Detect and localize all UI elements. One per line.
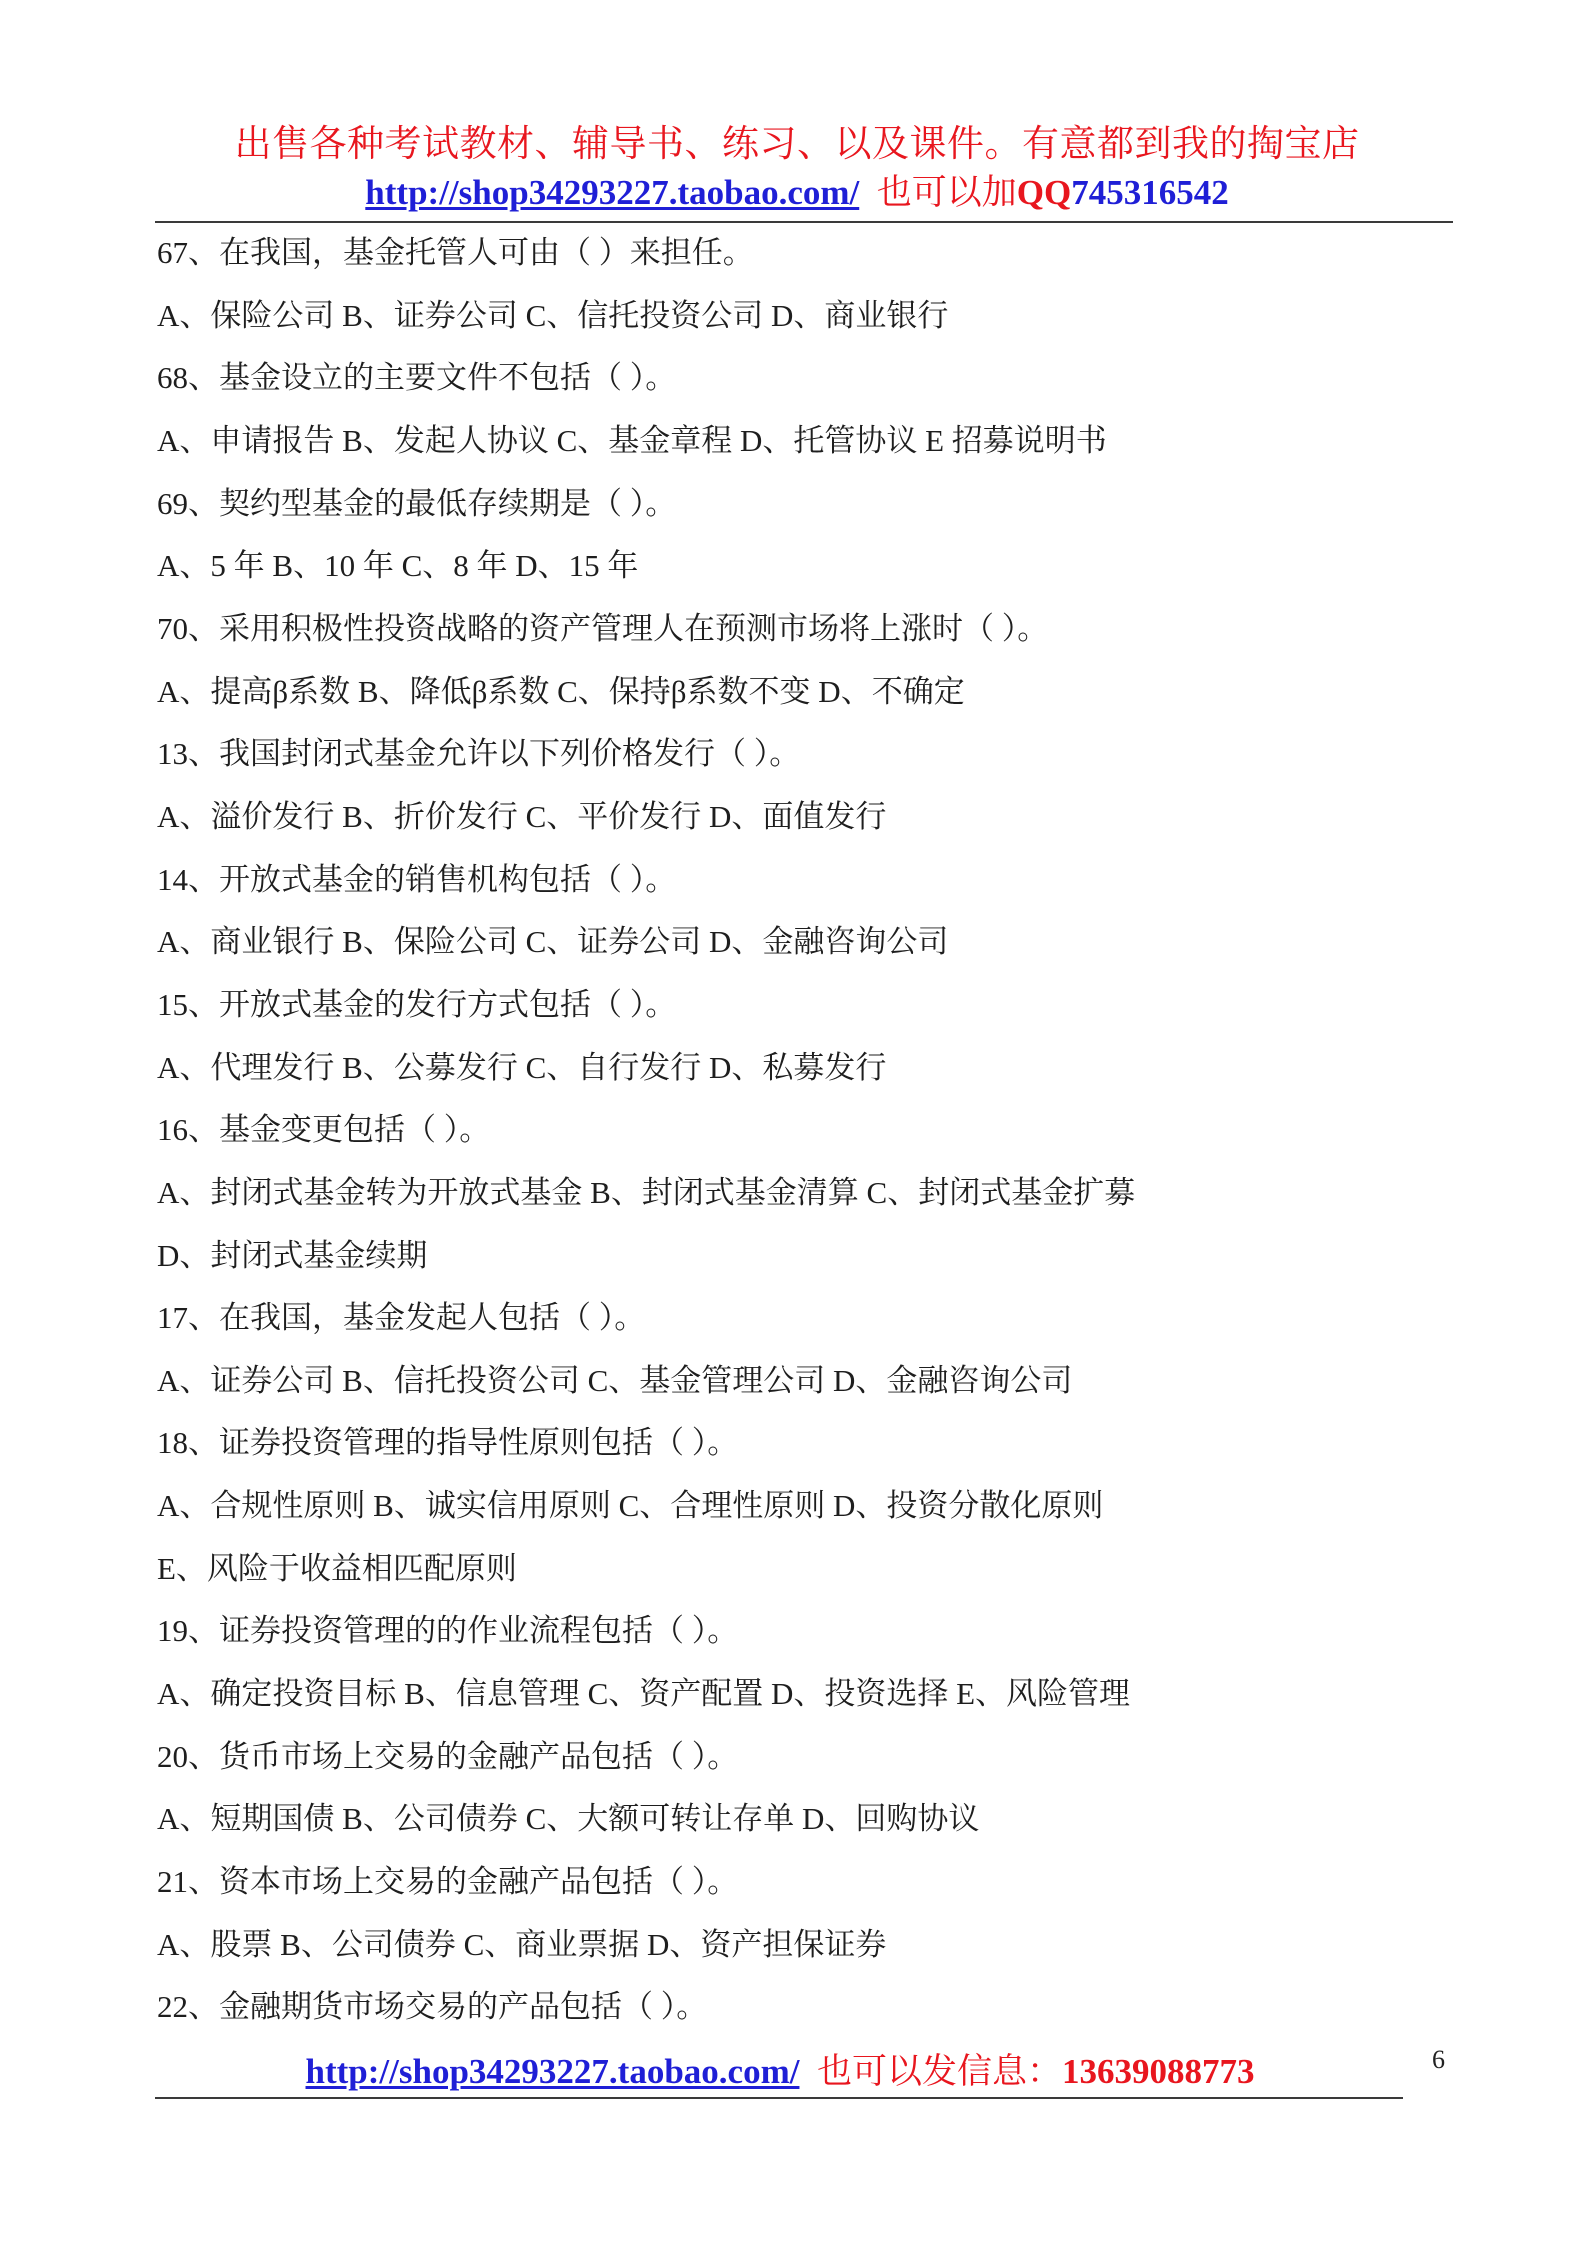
answer-options: A、代理发行 B、公募发行 C、自行发行 D、私募发行 [157, 1049, 887, 1085]
header-mid-text: 也可以加 [876, 173, 1017, 212]
answer-options: A、5 年 B、10 年 C、8 年 D、15 年 [157, 548, 639, 584]
header-ad-text: 出售各种考试教材、辅导书、练习、以及课件。有意都到我的掏宝店 [234, 124, 1360, 165]
question-text: 17、在我国，基金发起人包括（ ）。 [157, 1300, 646, 1336]
answer-options: A、封闭式基金转为开放式基金 B、封闭式基金清算 C、封闭式基金扩募 [157, 1174, 1136, 1210]
footer-shop-link[interactable]: http://shop34293227.taobao.com/ [305, 2052, 800, 2091]
answer-options: A、股票 B、公司债券 C、商业票据 D、资产担保证券 [157, 1926, 887, 1962]
footer-phone: 13639088773 [1061, 2052, 1255, 2091]
question-text: 68、基金设立的主要文件不包括（ ）。 [157, 360, 677, 396]
question-text: 20、货币市场上交易的金融产品包括（ ）。 [157, 1738, 739, 1774]
answer-options: A、溢价发行 B、折价发行 C、平价发行 D、面值发行 [157, 798, 887, 834]
answer-options-continued: E、风险于收益相匹配原则 [157, 1550, 517, 1586]
question-text: 22、金融期货市场交易的产品包括（ ）。 [157, 1989, 708, 2025]
question-text: 14、开放式基金的销售机构包括（ ）。 [157, 861, 677, 897]
answer-options-continued: D、封闭式基金续期 [157, 1237, 428, 1273]
header-shop-link[interactable]: http://shop34293227.taobao.com/ [365, 173, 860, 212]
answer-options: A、商业银行 B、保险公司 C、证券公司 D、金融咨询公司 [157, 924, 949, 960]
question-text: 21、资本市场上交易的金融产品包括（ ）。 [157, 1864, 739, 1900]
header-contact-line [0, 170, 1594, 216]
page-number: 6 [1432, 2045, 1445, 2074]
question-text: 13、我国封闭式基金允许以下列价格发行（ ）。 [157, 736, 801, 772]
question-text: 70、采用积极性投资战略的资产管理人在预测市场将上涨时（ ）。 [157, 610, 1049, 646]
question-text: 15、开放式基金的发行方式包括（ ）。 [157, 986, 677, 1022]
question-text: 69、契约型基金的最低存续期是（ ）。 [157, 485, 677, 521]
answer-options: A、申请报告 B、发起人协议 C、基金章程 D、托管协议 E 招募说明书 [157, 422, 1107, 458]
header-qq-prefix: QQ [1016, 173, 1072, 212]
answer-options: A、证券公司 B、信托投资公司 C、基金管理公司 D、金融咨询公司 [157, 1362, 1073, 1398]
answer-options: A、短期国债 B、公司债券 C、大额可转让存单 D、回购协议 [157, 1801, 980, 1837]
footer-contact-line [0, 2049, 1560, 2095]
question-text: 19、证券投资管理的的作业流程包括（ ）。 [157, 1613, 739, 1649]
header-qq-number: 745316542 [1071, 173, 1229, 212]
answer-options: A、合规性原则 B、诚实信用原则 C、合理性原则 D、投资分散化原则 [157, 1488, 1104, 1524]
answer-options: A、保险公司 B、证券公司 C、信托投资公司 D、商业银行 [157, 297, 949, 333]
footer-divider [155, 2097, 1403, 2099]
question-text: 18、证券投资管理的指导性原则包括（ ）。 [157, 1425, 739, 1461]
question-text: 16、基金变更包括（ ）。 [157, 1112, 491, 1148]
footer-label: 也可以发信息： [816, 2052, 1062, 2091]
answer-options: A、确定投资目标 B、信息管理 C、资产配置 D、投资选择 E、风险管理 [157, 1676, 1131, 1712]
answer-options: A、提高β系数 B、降低β系数 C、保持β系数不变 D、不确定 [157, 673, 965, 709]
document-body [157, 222, 1457, 2039]
question-text: 67、在我国，基金托管人可由（ ）来担任。 [157, 235, 754, 270]
